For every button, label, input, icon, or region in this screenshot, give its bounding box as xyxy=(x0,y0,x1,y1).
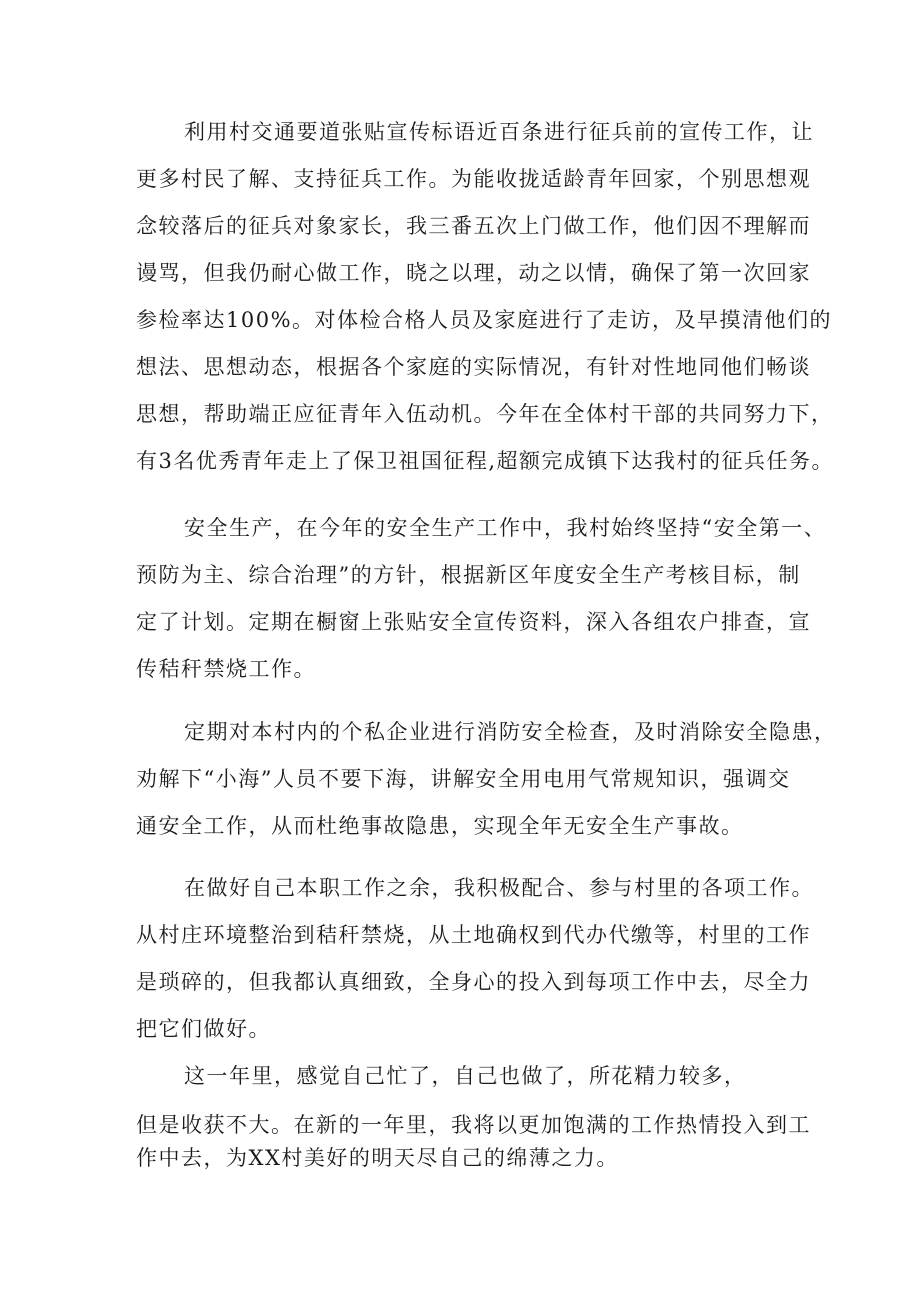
paragraph-line: 思想，帮助端正应征青年入伍动机。今年在全体村干部的共同努力下， xyxy=(136,402,834,426)
paragraph-line: 在做好自己本职工作之余，我积极配合、参与村里的各项工作。 xyxy=(184,876,814,900)
paragraph-line: 想法、思想动态，根据各个家庭的实际情况，有针对性地同他们畅谈 xyxy=(136,355,811,379)
paragraph-line: 这一年里，感觉自己忙了，自己也做了，所花精力较多， xyxy=(184,1064,747,1088)
paragraph-line: 劝解下“小海”人员不要下海，讲解安全用电用气常规知识，强调交 xyxy=(136,767,791,791)
paragraph-line: 安全生产，在今年的安全生产工作中，我村始终坚持“安全第一、 xyxy=(184,516,827,540)
paragraph-line: 但是收获不大。在新的一年里，我将以更加饱满的工作热情投入到工 xyxy=(136,1113,811,1137)
paragraph-line: 定期对本村内的个私企业进行消防安全检查，及时消除安全隐患， xyxy=(184,720,837,744)
paragraph-line: 有3名优秀青年走上了保卫祖国征程,超额完成镇下达我村的征兵任务。 xyxy=(136,449,835,473)
paragraph-line: 定了计划。定期在橱窗上张贴安全宣传资料，深入各组农户排查，宣 xyxy=(136,610,811,634)
paragraph-line: 更多村民了解、支持征兵工作。为能收拢适龄青年回家，个别思想观 xyxy=(136,167,811,191)
paragraph-line: 利用村交通要道张贴宣传标语近百条进行征兵前的宣传工作，让 xyxy=(184,120,814,144)
paragraph-line: 从村庄环境整治到秸秆禁烧，从土地确权到代办代缴等，村里的工作 xyxy=(136,923,811,947)
paragraph-line: 念较落后的征兵对象家长，我三番五次上门做工作，他们因不理解而 xyxy=(136,214,811,238)
paragraph-line: 传秸秆禁烧工作。 xyxy=(136,657,316,681)
paragraph-line: 通安全工作，从而杜绝事故隐患，实现全年无安全生产事故。 xyxy=(136,814,744,838)
paragraph-line: 作中去，为XX村美好的明天尽自己的绵薄之力。 xyxy=(136,1146,619,1170)
paragraph-line: 谩骂，但我仍耐心做工作，晓之以理，动之以情，确保了第一次回家 xyxy=(136,261,811,285)
paragraph-line: 参检率达100%。对体检合格人员及家庭进行了走访，及早摸清他们的 xyxy=(136,308,833,332)
paragraph-line: 把它们做好。 xyxy=(136,1017,271,1041)
paragraph-line: 是琐碎的，但我都认真细致，全身心的投入到每项工作中去，尽全力 xyxy=(136,970,811,994)
paragraph-line: 预防为主、综合治理”的方针，根据新区年度安全生产考核目标，制 xyxy=(136,563,801,587)
